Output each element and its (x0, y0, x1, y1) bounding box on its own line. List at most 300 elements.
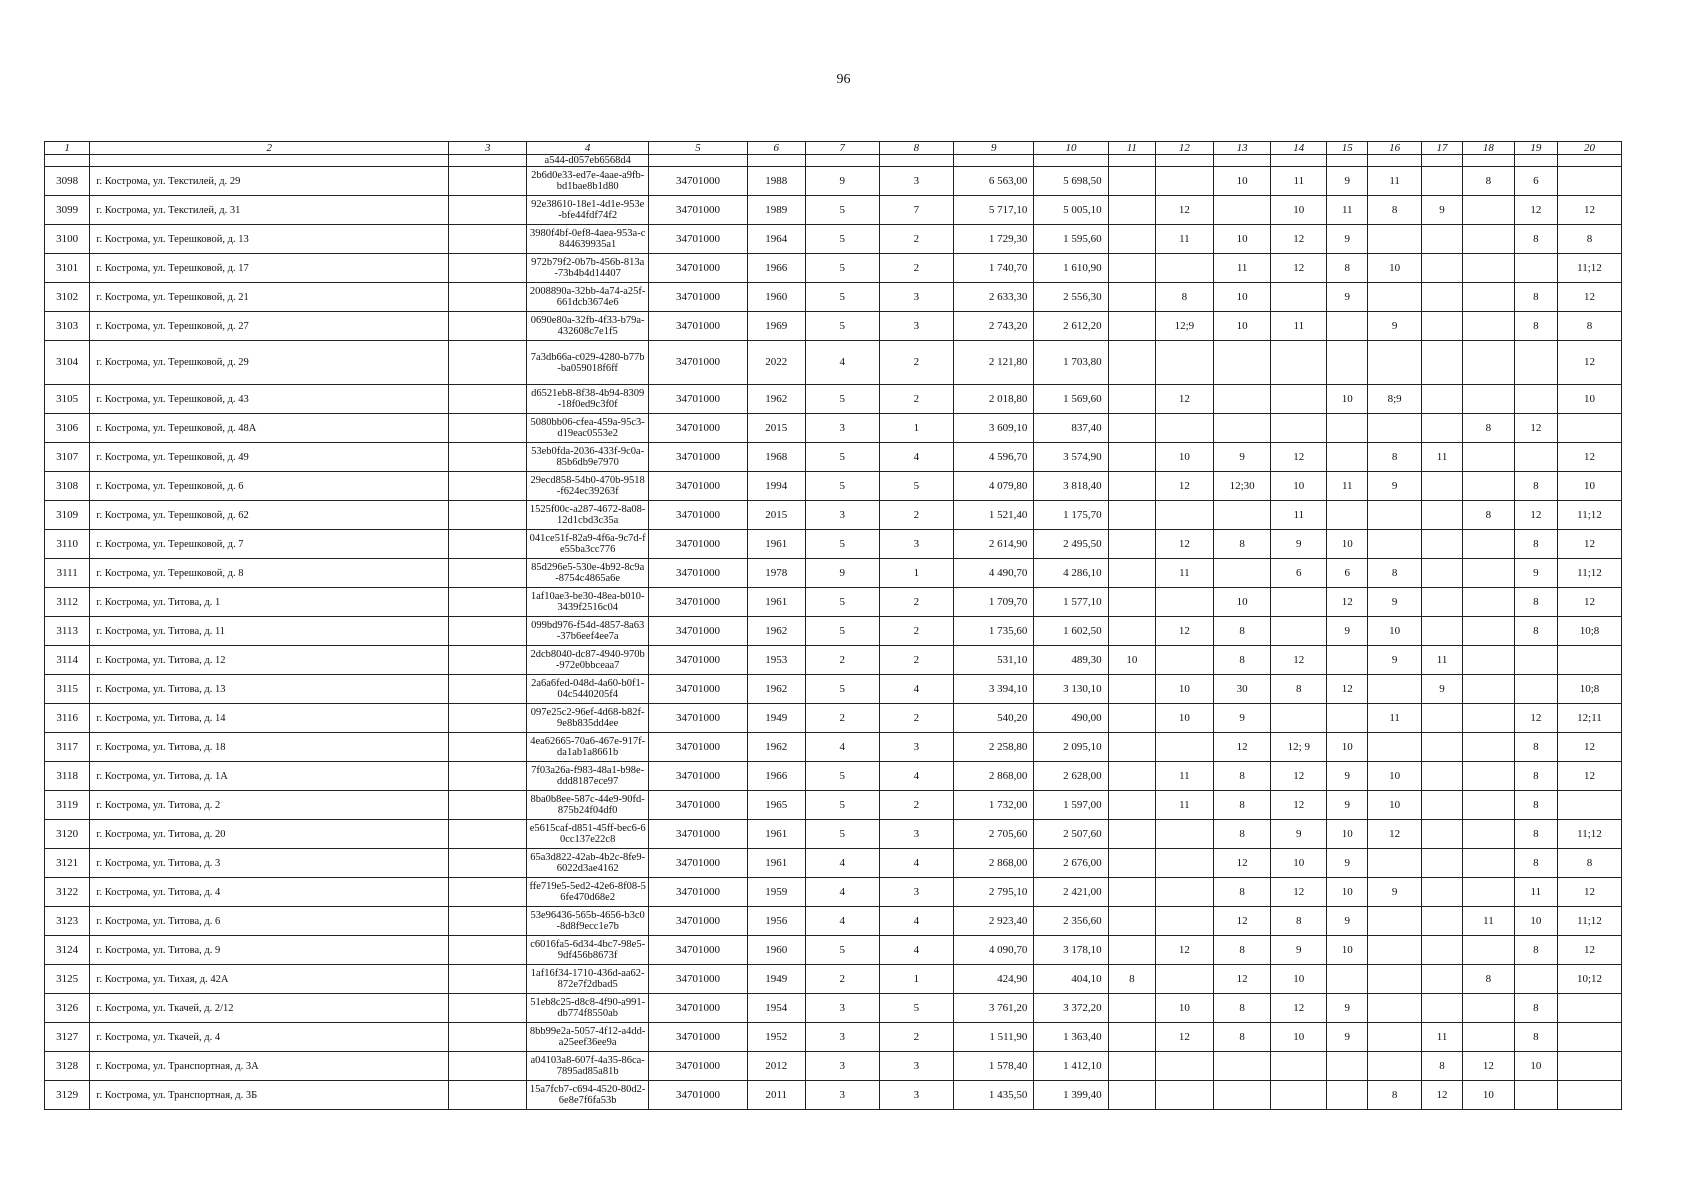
col11-cell (1108, 936, 1155, 965)
year-built-cell: 1988 (747, 167, 805, 196)
col16-cell: 8;9 (1368, 385, 1422, 414)
col13-cell: 8 (1213, 820, 1271, 849)
address-cell: г. Кострома, ул. Ткачей, д. 2/12 (90, 994, 449, 1023)
table-row (45, 530, 1622, 559)
floors-cell: 9 (805, 559, 879, 588)
address-cell: г. Кострома, ул. Терешковой, д. 21 (90, 283, 449, 312)
oktmo-cell: 34701000 (648, 1081, 747, 1110)
col15-cell: 10 (1327, 385, 1368, 414)
year-built-cell: 1949 (747, 965, 805, 994)
col18-cell: 8 (1463, 965, 1515, 994)
col3-cell (449, 1023, 527, 1052)
row-number: 3099 (45, 196, 90, 225)
col11-cell (1108, 1081, 1155, 1110)
col13-cell: 8 (1213, 646, 1271, 675)
address-cell: г. Кострома, ул. Титова, д. 13 (90, 675, 449, 704)
col13-cell: 10 (1213, 312, 1271, 341)
col13-cell (1213, 559, 1271, 588)
table-body (45, 142, 1622, 1110)
fias-guid-cell: 7f03a26a-f983-48a1-b98e-ddd8187ece97 (527, 762, 649, 791)
oktmo-cell: 34701000 (648, 965, 747, 994)
col18-cell: 10 (1463, 1081, 1515, 1110)
col19-cell: 12 (1514, 196, 1557, 225)
area-living-cell: 3 818,40 (1034, 472, 1108, 501)
col19-cell: 8 (1514, 312, 1557, 341)
entrances-cell: 4 (879, 907, 953, 936)
area-living-cell: 1 363,40 (1034, 1023, 1108, 1052)
col18-cell (1463, 791, 1515, 820)
area-total-cell: 2 705,60 (954, 820, 1034, 849)
empty-cell (449, 155, 527, 167)
floors-cell: 5 (805, 530, 879, 559)
col18-cell (1463, 254, 1515, 283)
col14-cell: 9 (1271, 936, 1327, 965)
col15-cell: 9 (1327, 762, 1368, 791)
row-number: 3120 (45, 820, 90, 849)
row-number: 3119 (45, 791, 90, 820)
col19-cell: 8 (1514, 936, 1557, 965)
col14-cell (1271, 617, 1327, 646)
oktmo-cell: 34701000 (648, 385, 747, 414)
oktmo-cell: 34701000 (648, 530, 747, 559)
col12-cell: 12;9 (1156, 312, 1214, 341)
col20-cell: 12 (1557, 878, 1621, 907)
empty-cell (90, 155, 449, 167)
empty-cell (1514, 155, 1557, 167)
col13-cell: 8 (1213, 762, 1271, 791)
area-living-cell: 1 399,40 (1034, 1081, 1108, 1110)
entrances-cell: 2 (879, 1023, 953, 1052)
col19-cell: 8 (1514, 733, 1557, 762)
oktmo-cell: 34701000 (648, 936, 747, 965)
address-cell: г. Кострома, ул. Титова, д. 9 (90, 936, 449, 965)
area-total-cell: 2 743,20 (954, 312, 1034, 341)
col17-cell (1421, 936, 1462, 965)
oktmo-cell: 34701000 (648, 791, 747, 820)
row-number: 3123 (45, 907, 90, 936)
col19-cell (1514, 254, 1557, 283)
fias-guid-cell: 8bb99e2a-5057-4f12-a4dd-a25eef36ee9a (527, 1023, 649, 1052)
col16-cell: 10 (1368, 617, 1422, 646)
col3-cell (449, 254, 527, 283)
col15-cell: 9 (1327, 994, 1368, 1023)
oktmo-cell: 34701000 (648, 254, 747, 283)
col16-cell: 9 (1368, 472, 1422, 501)
col15-cell: 12 (1327, 588, 1368, 617)
year-built-cell: 1961 (747, 530, 805, 559)
col20-cell (1557, 994, 1621, 1023)
table-row (45, 820, 1622, 849)
fias-guid-cell: 85d296e5-530e-4b92-8c9a-8754c4865a6e (527, 559, 649, 588)
area-living-cell: 2 095,10 (1034, 733, 1108, 762)
area-living-cell: 2 495,50 (1034, 530, 1108, 559)
oktmo-cell: 34701000 (648, 878, 747, 907)
col3-cell (449, 762, 527, 791)
table-row (45, 167, 1622, 196)
col17-cell (1421, 762, 1462, 791)
year-built-cell: 2015 (747, 414, 805, 443)
area-total-cell: 1 511,90 (954, 1023, 1034, 1052)
col16-cell: 9 (1368, 646, 1422, 675)
col12-cell: 11 (1156, 225, 1214, 254)
fias-guid-cell: 097e25c2-96ef-4d68-b82f-9e8b835dd4ee (527, 704, 649, 733)
year-built-cell: 2015 (747, 501, 805, 530)
col3-cell (449, 588, 527, 617)
col15-cell (1327, 414, 1368, 443)
fias-guid-cell: d6521eb8-8f38-4b94-8309-18f0ed9c3f0f (527, 385, 649, 414)
col3-cell (449, 1081, 527, 1110)
entrances-cell: 5 (879, 994, 953, 1023)
col16-cell: 9 (1368, 588, 1422, 617)
header-cell-5: 5 (648, 142, 747, 155)
fias-guid-cell: 099bd976-f54d-4857-8a63-37b6eef4ee7a (527, 617, 649, 646)
col13-cell (1213, 501, 1271, 530)
row-number: 3114 (45, 646, 90, 675)
col15-cell: 10 (1327, 936, 1368, 965)
col14-cell: 12 (1271, 878, 1327, 907)
entrances-cell: 3 (879, 878, 953, 907)
header-cell-19: 19 (1514, 142, 1557, 155)
year-built-cell: 2011 (747, 1081, 805, 1110)
col3-cell (449, 385, 527, 414)
col16-cell (1368, 1023, 1422, 1052)
col11-cell: 10 (1108, 646, 1155, 675)
col13-cell: 10 (1213, 225, 1271, 254)
col14-cell: 9 (1271, 820, 1327, 849)
col3-cell (449, 646, 527, 675)
address-cell: г. Кострома, ул. Титова, д. 1А (90, 762, 449, 791)
col12-cell (1156, 907, 1214, 936)
area-total-cell: 4 490,70 (954, 559, 1034, 588)
col12-cell (1156, 820, 1214, 849)
area-living-cell: 2 628,00 (1034, 762, 1108, 791)
area-living-cell: 1 577,10 (1034, 588, 1108, 617)
floors-cell: 4 (805, 907, 879, 936)
col15-cell: 6 (1327, 559, 1368, 588)
area-total-cell: 2 614,90 (954, 530, 1034, 559)
header-cell-18: 18 (1463, 142, 1515, 155)
table-row (45, 704, 1622, 733)
year-built-cell: 1961 (747, 849, 805, 878)
col14-cell: 12 (1271, 791, 1327, 820)
col19-cell: 12 (1514, 704, 1557, 733)
col3-cell (449, 675, 527, 704)
col3-cell (449, 312, 527, 341)
col12-cell: 11 (1156, 559, 1214, 588)
col11-cell (1108, 849, 1155, 878)
empty-cell (1421, 155, 1462, 167)
header-cell-11: 11 (1108, 142, 1155, 155)
oktmo-cell: 34701000 (648, 762, 747, 791)
col13-cell: 8 (1213, 936, 1271, 965)
entrances-cell: 2 (879, 501, 953, 530)
empty-cell (1271, 155, 1327, 167)
col18-cell (1463, 443, 1515, 472)
col19-cell: 8 (1514, 791, 1557, 820)
col13-cell: 8 (1213, 530, 1271, 559)
row-number: 3126 (45, 994, 90, 1023)
col14-cell: 12 (1271, 646, 1327, 675)
col14-cell (1271, 1081, 1327, 1110)
col18-cell (1463, 878, 1515, 907)
col16-cell (1368, 1052, 1422, 1081)
entrances-cell: 2 (879, 704, 953, 733)
header-cell-15: 15 (1327, 142, 1368, 155)
col13-cell: 10 (1213, 283, 1271, 312)
col14-cell: 12 (1271, 994, 1327, 1023)
header-cell-14: 14 (1271, 142, 1327, 155)
header-cell-20: 20 (1557, 142, 1621, 155)
col16-cell (1368, 675, 1422, 704)
col19-cell: 8 (1514, 762, 1557, 791)
table-row (45, 588, 1622, 617)
fias-guid-cell: c6016fa5-6d34-4bc7-98e5-9df456b8673f (527, 936, 649, 965)
table-row (45, 878, 1622, 907)
fias-guid-cell: 972b79f2-0b7b-456b-813a-73b4b4d14407 (527, 254, 649, 283)
row-number: 3100 (45, 225, 90, 254)
area-living-cell: 2 612,20 (1034, 312, 1108, 341)
col12-cell (1156, 254, 1214, 283)
oktmo-cell: 34701000 (648, 588, 747, 617)
col16-cell: 12 (1368, 820, 1422, 849)
fias-guid-cell: 0690e80a-32fb-4f33-b79a-432608c7e1f5 (527, 312, 649, 341)
fias-guid-cell: 4ea62665-70a6-467e-917f-da1ab1a8661b (527, 733, 649, 762)
col13-cell: 8 (1213, 878, 1271, 907)
col16-cell: 8 (1368, 559, 1422, 588)
address-cell: г. Кострома, ул. Титова, д. 14 (90, 704, 449, 733)
area-living-cell: 1 175,70 (1034, 501, 1108, 530)
area-total-cell: 3 761,20 (954, 994, 1034, 1023)
col20-cell (1557, 646, 1621, 675)
fias-guid-cell: 3980f4bf-0ef8-4aea-953a-c844639935a1 (527, 225, 649, 254)
col17-cell (1421, 617, 1462, 646)
col3-cell (449, 849, 527, 878)
col19-cell: 6 (1514, 167, 1557, 196)
col16-cell: 9 (1368, 312, 1422, 341)
row-number: 3109 (45, 501, 90, 530)
table-row (45, 385, 1622, 414)
area-living-cell: 2 421,00 (1034, 878, 1108, 907)
col19-cell: 8 (1514, 283, 1557, 312)
floors-cell: 2 (805, 965, 879, 994)
col18-cell (1463, 646, 1515, 675)
entrances-cell: 1 (879, 414, 953, 443)
col11-cell (1108, 588, 1155, 617)
col15-cell: 9 (1327, 283, 1368, 312)
year-built-cell: 2012 (747, 1052, 805, 1081)
address-cell: г. Кострома, ул. Титова, д. 6 (90, 907, 449, 936)
col17-cell: 9 (1421, 196, 1462, 225)
col14-cell: 10 (1271, 472, 1327, 501)
col19-cell: 12 (1514, 414, 1557, 443)
year-built-cell: 1960 (747, 936, 805, 965)
year-built-cell: 1962 (747, 733, 805, 762)
entrances-cell: 2 (879, 385, 953, 414)
col13-cell: 12 (1213, 733, 1271, 762)
col14-cell: 11 (1271, 167, 1327, 196)
col15-cell (1327, 1081, 1368, 1110)
oktmo-cell: 34701000 (648, 733, 747, 762)
table-row (45, 196, 1622, 225)
year-built-cell: 1966 (747, 254, 805, 283)
area-living-cell: 2 556,30 (1034, 283, 1108, 312)
col20-cell: 10;8 (1557, 675, 1621, 704)
table-row (45, 472, 1622, 501)
col3-cell (449, 167, 527, 196)
col18-cell: 12 (1463, 1052, 1515, 1081)
col16-cell: 8 (1368, 196, 1422, 225)
col13-cell: 8 (1213, 994, 1271, 1023)
area-total-cell: 1 521,40 (954, 501, 1034, 530)
col11-cell (1108, 559, 1155, 588)
col19-cell (1514, 1081, 1557, 1110)
col16-cell: 11 (1368, 167, 1422, 196)
empty-cell (648, 155, 747, 167)
col11-cell: 8 (1108, 965, 1155, 994)
col14-cell (1271, 704, 1327, 733)
oktmo-cell: 34701000 (648, 617, 747, 646)
col19-cell: 10 (1514, 907, 1557, 936)
floors-cell: 4 (805, 878, 879, 907)
row-number: 3129 (45, 1081, 90, 1110)
col17-cell (1421, 559, 1462, 588)
area-living-cell: 1 412,10 (1034, 1052, 1108, 1081)
col18-cell (1463, 994, 1515, 1023)
col12-cell (1156, 167, 1214, 196)
area-living-cell: 3 130,10 (1034, 675, 1108, 704)
header-cell-3: 3 (449, 142, 527, 155)
col11-cell (1108, 733, 1155, 762)
year-built-cell: 1989 (747, 196, 805, 225)
col14-cell (1271, 341, 1327, 385)
col17-cell (1421, 849, 1462, 878)
col14-cell: 8 (1271, 675, 1327, 704)
area-total-cell: 1 709,70 (954, 588, 1034, 617)
col13-cell: 12 (1213, 965, 1271, 994)
col17-cell (1421, 167, 1462, 196)
row-number: 3110 (45, 530, 90, 559)
entrances-cell: 4 (879, 936, 953, 965)
col16-cell: 11 (1368, 704, 1422, 733)
col15-cell: 11 (1327, 472, 1368, 501)
col20-cell (1557, 1052, 1621, 1081)
oktmo-cell: 34701000 (648, 704, 747, 733)
col3-cell (449, 225, 527, 254)
col3-cell (449, 617, 527, 646)
fias-guid-cell: 1af16f34-1710-436d-aa62-872e7f2dbad5 (527, 965, 649, 994)
col11-cell (1108, 530, 1155, 559)
col16-cell (1368, 530, 1422, 559)
col19-cell: 8 (1514, 588, 1557, 617)
col20-cell: 11;12 (1557, 501, 1621, 530)
table-row (45, 646, 1622, 675)
col15-cell: 10 (1327, 820, 1368, 849)
col11-cell (1108, 1023, 1155, 1052)
area-total-cell: 1 578,40 (954, 1052, 1034, 1081)
col14-cell (1271, 1052, 1327, 1081)
entrances-cell: 3 (879, 283, 953, 312)
year-built-cell: 1968 (747, 443, 805, 472)
col17-cell (1421, 414, 1462, 443)
col20-cell: 8 (1557, 312, 1621, 341)
col18-cell (1463, 762, 1515, 791)
col12-cell (1156, 341, 1214, 385)
address-cell: г. Кострома, ул. Титова, д. 12 (90, 646, 449, 675)
floors-cell: 5 (805, 312, 879, 341)
col13-cell: 9 (1213, 443, 1271, 472)
col17-cell: 11 (1421, 646, 1462, 675)
col17-cell (1421, 820, 1462, 849)
col15-cell (1327, 443, 1368, 472)
oktmo-cell: 34701000 (648, 472, 747, 501)
fias-guid-cell: 1af10ae3-be30-48ea-b010-3439f2516c04 (527, 588, 649, 617)
col15-cell: 9 (1327, 791, 1368, 820)
col3-cell (449, 1052, 527, 1081)
col14-cell (1271, 283, 1327, 312)
empty-cell (1156, 155, 1214, 167)
fias-guid-cell: 53e96436-565b-4656-b3c0-8d8f9ecc1e7b (527, 907, 649, 936)
col20-cell: 12;11 (1557, 704, 1621, 733)
floors-cell: 5 (805, 675, 879, 704)
table-row (45, 994, 1622, 1023)
year-built-cell: 1961 (747, 820, 805, 849)
col18-cell (1463, 588, 1515, 617)
floors-cell: 3 (805, 994, 879, 1023)
area-total-cell: 2 121,80 (954, 341, 1034, 385)
address-cell: г. Кострома, ул. Ткачей, д. 4 (90, 1023, 449, 1052)
header-cell-16: 16 (1368, 142, 1422, 155)
year-built-cell: 1954 (747, 994, 805, 1023)
address-cell: г. Кострома, ул. Тихая, д. 42А (90, 965, 449, 994)
col12-cell: 10 (1156, 994, 1214, 1023)
fias-guid-cell: ffe719e5-5ed2-42e6-8f08-56fe470d68e2 (527, 878, 649, 907)
header-cell-12: 12 (1156, 142, 1214, 155)
fias-guid-cell: e5615caf-d851-45ff-bec6-60cc137e22c8 (527, 820, 649, 849)
header-cell-1: 1 (45, 142, 90, 155)
col17-cell (1421, 704, 1462, 733)
area-total-cell: 1 735,60 (954, 617, 1034, 646)
col11-cell (1108, 385, 1155, 414)
col3-cell (449, 414, 527, 443)
table-row (45, 414, 1622, 443)
area-total-cell: 2 795,10 (954, 878, 1034, 907)
col11-cell (1108, 472, 1155, 501)
fias-guid-cell: 2b6d0e33-ed7e-4aae-a9fb-bd1bae8b1d80 (527, 167, 649, 196)
floors-cell: 5 (805, 254, 879, 283)
col20-cell: 12 (1557, 936, 1621, 965)
col15-cell: 9 (1327, 907, 1368, 936)
col13-cell: 8 (1213, 617, 1271, 646)
table-row (45, 617, 1622, 646)
col20-cell: 12 (1557, 341, 1621, 385)
col13-cell (1213, 1052, 1271, 1081)
col14-cell: 10 (1271, 196, 1327, 225)
address-cell: г. Кострома, ул. Транспортная, д. 3Б (90, 1081, 449, 1110)
entrances-cell: 3 (879, 530, 953, 559)
empty-cell (1463, 155, 1515, 167)
year-built-cell: 1994 (747, 472, 805, 501)
row-number: 3101 (45, 254, 90, 283)
col14-cell (1271, 414, 1327, 443)
area-living-cell: 1 595,60 (1034, 225, 1108, 254)
entrances-cell: 3 (879, 1052, 953, 1081)
col19-cell (1514, 675, 1557, 704)
col17-cell (1421, 733, 1462, 762)
col13-cell (1213, 414, 1271, 443)
entrances-cell: 3 (879, 733, 953, 762)
empty-cell (1213, 155, 1271, 167)
entrances-cell: 4 (879, 443, 953, 472)
